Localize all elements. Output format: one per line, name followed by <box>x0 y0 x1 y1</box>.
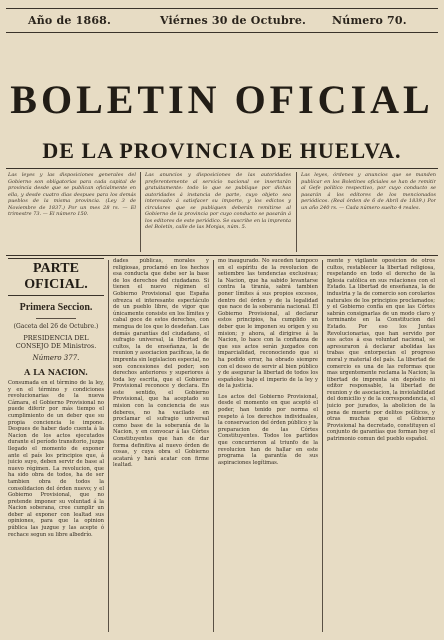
article-heading: A LA NACION. <box>24 367 88 377</box>
article-text-far-right: mente y vigilante oposicion de otros cultos, restablecer la libertad religiosa, respetando en todo el derecho de la Iglesia católica en sus relaciones con el Estado. La libertad de enseñanza, la de industria y la de comercio son corolarios naturales de los principios proclamados; y el Gobierno confía en que las Córtes sabrán consignarlas de un modo claro y terminante en la Constitucion del Estado. Por eso los Juntas Revolucionarias, que han servido por sus actos á esa voluntad nacional, se apresuraron á declarar abolidas las trabas que entorpecian el progreso moral y material del país. La libertad de comercio es una de las reformas que mas urgentemente reclama la Nacion; la libertad de imprenta sin depósito ni editor responsable, la libertad de reunion y de asociacion, la inviolabilidad del domicilio y de la correspondencia, el juicio por jurados, la abolicion de la pena de muerte por delitos políticos, y otras muchas que el Gobierno Provisional ha decretado, constituyen el conjunto de garantías que forman hoy el patrimonio comun del pueblo español. <box>327 258 435 443</box>
column-divider-1 <box>108 260 109 632</box>
issue-number: Número 70. <box>332 14 407 27</box>
decree-number: Número 377. <box>32 354 80 362</box>
subtitle-rule <box>6 168 438 169</box>
section-title: PARTE OFICIAL. <box>8 258 104 296</box>
article-text-right-2: Los actos del Gobierno Provisional, desde el momento en que aceptó el poder, han tenido por norma el respeto á los derechos individuales, la conservacion del órden público y la preparacion de las Córtes Constituyentes. Todos los partidos que concurrieron al triunfo de la revolucion han de hallar en este programa la garantía de sus aspiraciones legítimas. <box>218 393 318 466</box>
column-divider-3 <box>322 260 323 632</box>
article-text-right: mo inaugurado. No suceden tampoco en el espíritu de la revolucion de setiembre las tendencias exclusivas; la Nacion, que ha sabido levantarse contra la tiranía, sabrá tambien poner límites á sus propios excesos, dentro del órden y de la legalidad que nace de la soberanía nacional. El Gobierno Provisional, al declarar estos principios, ha cumplido un deber que le imponen su origen y su mision; y ahora, al dirigirse á la Nacion, lo hace con la confianza de que sus actos serán juzgados con imparcialidad, reconociendo que si ha podido errar, ha obrado siempre con el deseo de servir al bien público y de asegurar la libertad de todos los españoles bajo el imperio de la ley y de la justicia. <box>218 258 318 390</box>
short-rule <box>36 318 76 319</box>
column-middle <box>113 258 209 634</box>
gaceta-ref: (Gaceta del 26 de Octubre.) <box>13 323 99 330</box>
presidencia-heading: PRESIDENCIA DEL CONSEJO DE Ministros. <box>15 334 97 350</box>
issue-header <box>0 14 444 30</box>
masthead-subtitle: DE LA PROVINCIA DE HUELVA. <box>42 138 402 163</box>
notice-divider-2 <box>296 172 297 252</box>
notice-left: Las leyes y las disposiciones generales del Gobierno son obligatorias para cada capital de provincia desde que se publican oficialmente en ella, y desde cuatro dias despues para los demás pueblos de la misma provincia. (Ley 3 de Noviembre de 1837.) Por un mes 28 rs. — El trimestre 73. — El número 150. <box>8 172 136 217</box>
notice-right: Las leyes, órdenes y anuncios que se manden publicar en los Boletines oficiales se han de remitir al Gefe político respectivo, por cuyo conducto se pasarán á los editores de los mencionados periódicos. (Real órden de 6 de Abril de 1839.) Por un año 240 rs. — Cada número suelto 4 reales. <box>301 172 436 211</box>
masthead-title: BOLETIN OFICIAL <box>10 77 434 122</box>
header-rule <box>6 32 438 33</box>
column-left <box>8 258 104 634</box>
issue-year: Año de 1868. <box>28 14 112 27</box>
notice-divider-1 <box>140 172 141 252</box>
article-text-left: Consumada en el término de la ley, y en el término y condiciones revolucionarias de la nueva Cámara, el Gobierno Provisional no puede diferir por más tiempo el cumplimiento de un deber que su propia conciencia le impone. Despues de haber dado cuenta á la Nacion de los actos ejecutados durante el período transitorio, juzga llegado el momento de exponer ante el país los principios que, á juicio suyo, deben servir de base al nuevo régimen. La revolucion, que ha sido obra de todos, ha de ser tambien obra de todos la consolidacion del órden nuevo; y el Gobierno Provisional, que no pretende imponer su voluntad á la Nacion soberana, cree cumplir un deber al exponer con lealtad sus opiniones, para que la opinion pública las juzgue y las acepte ó rechace segun su libre albedrío. <box>8 380 104 538</box>
notices-row <box>8 172 436 256</box>
issue-date: Viérnes 30 de Octubre. <box>160 14 307 27</box>
column-far-right <box>327 258 435 634</box>
notices-rule <box>6 255 438 256</box>
section-subtitle: Primera Seccion. <box>19 302 93 313</box>
top-border-rule <box>6 8 438 9</box>
column-divider-2 <box>213 260 214 632</box>
notice-center: Las anuncios y disposiciones de las autoridades preferentemente al servicio nacional se insertarán gratuitamente: todo lo que se publique por dichas autoridades á instancia de parte, cuyo objeto sea interesado á satisfacer su importe, y los edictos y circulares que se publiquen deberán remitirse al Gobierno de la provincia por cuyo conducto se pasarán á los editores de este periódico. Se suscribe en la imprenta del Boletín, calle de las Monjas, núm. 5. <box>145 172 291 230</box>
column-right <box>218 258 318 634</box>
article-text-middle: dades públicas, morales y religiosas, proclamó en los hechos esa conducta que debe ser la base de los derechos del ciudadano. Si tienen el nuevo régimen el Gobierno Provisional que España ofrezca el interesante espectáculo de un pueblo libre, de vigor que únicamente consiste en los límites y cabal goce de estos derechos, con mengua de los que lo desdeñan. Las demás garantías del ciudadano, el sufragio universal, la libertad de cultos, la de enseñanza, la de reunion y asociacion pacíficas, la de imprenta sin legislacion especial, no son concesiones del poder; son derechos anteriores y superiores á toda ley escrita, que el Gobierno Provisional reconoce y declara. En este sentido, el Gobierno Provisional, que ha aceptado su mision con la conciencia de sus deberes, no ha vacilado en proclamar el sufragio universal como base de la soberanía de la Nacion, y en convocar á las Córtes Constituyentes que han de dar forma definitiva al nuevo órden de cosas, y cuya obra el Gobierno acatará y hará acatar con firme lealtad. <box>113 258 209 469</box>
